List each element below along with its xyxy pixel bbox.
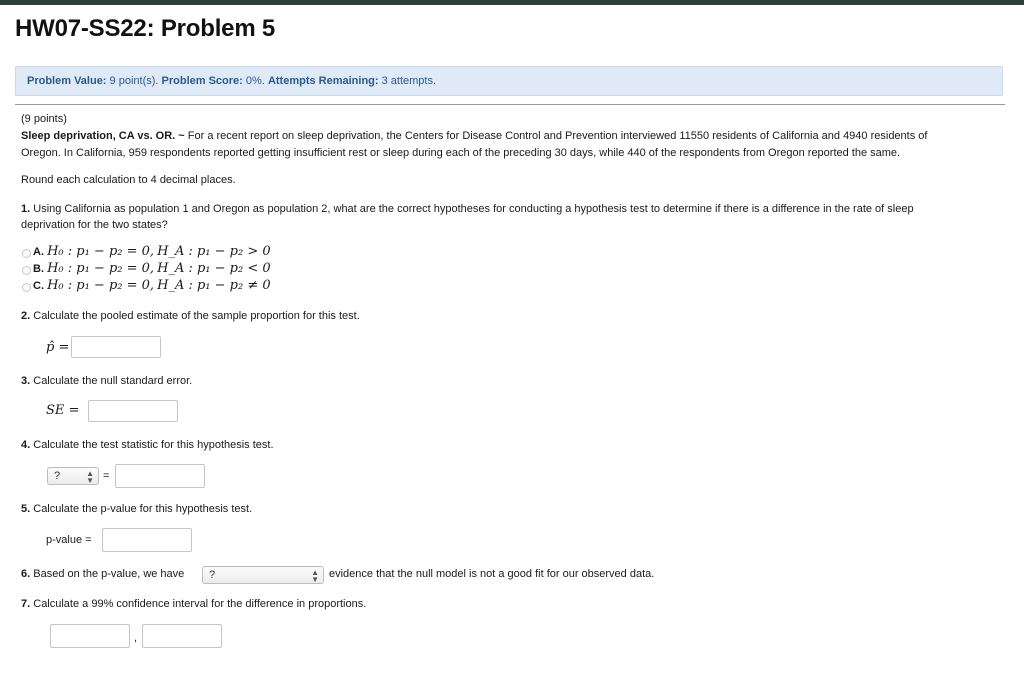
question-1-text-line-2: deprivation for the two states? bbox=[21, 219, 168, 231]
page-title: HW07-SS22: Problem 5 bbox=[15, 15, 276, 42]
question-7 bbox=[21, 596, 366, 612]
evidence-select[interactable] bbox=[202, 566, 324, 584]
question-2 bbox=[21, 308, 360, 324]
question-7-text: Calculate a 99% confidence interval for the difference in proportions. bbox=[30, 598, 367, 610]
option-a-radio[interactable] bbox=[22, 249, 31, 258]
round-note: Round each calculation to 4 decimal places. bbox=[21, 174, 236, 186]
p-value-label: p-value = bbox=[46, 534, 92, 546]
option-c-null: H₀ : p₁ − p₂ = 0, bbox=[47, 278, 155, 293]
problem-intro bbox=[21, 128, 927, 144]
question-3-number: 3. bbox=[21, 375, 31, 387]
option-a-alt: H_A : p₁ − p₂ > 0 bbox=[157, 244, 271, 259]
se-label: SE = bbox=[46, 403, 80, 418]
option-c-alt: H_A : p₁ − p₂ ≠ 0 bbox=[157, 278, 271, 293]
evidence-select-value: ? bbox=[209, 569, 216, 581]
p-value-input[interactable] bbox=[102, 528, 192, 552]
problem-score-label: Problem Score: bbox=[161, 75, 243, 87]
option-b-label[interactable] bbox=[33, 261, 271, 277]
divider bbox=[15, 104, 1005, 105]
question-6-text-before: Based on the p-value, we have bbox=[30, 568, 185, 580]
problem-heading: Sleep deprivation, CA vs. OR. ~ bbox=[21, 130, 185, 142]
question-3-text: Calculate the null standard error. bbox=[30, 375, 193, 387]
problem-intro-line-1: For a recent report on sleep deprivation, the Centers for Disease Control and Prevention interviewed 11550 residents of California and 4940 residents of bbox=[184, 130, 928, 142]
test-statistic-select[interactable] bbox=[47, 467, 99, 485]
ci-lower-input[interactable] bbox=[50, 624, 130, 648]
question-4 bbox=[21, 437, 274, 453]
ci-upper-input[interactable] bbox=[142, 624, 222, 648]
option-b-alt: H_A : p₁ − p₂ < 0 bbox=[157, 261, 271, 276]
question-1-number: 1. bbox=[21, 203, 31, 215]
question-6-text-after: evidence that the null model is not a good fit for our observed data. bbox=[329, 568, 655, 580]
problem-intro-line-2: Oregon. In California, 959 respondents reported getting insufficient rest or sleep during each of the preceding 30 days, while 440 of the respondents from Oregon reported the same. bbox=[21, 147, 901, 159]
option-a-null: H₀ : p₁ − p₂ = 0, bbox=[47, 244, 155, 259]
se-input[interactable] bbox=[88, 400, 178, 422]
p-hat-label: p̂ = bbox=[46, 340, 70, 355]
question-6 bbox=[21, 566, 184, 582]
attempts-remaining: 3 attempts. bbox=[381, 75, 437, 87]
option-c-letter: C. bbox=[33, 280, 44, 292]
question-5-text: Calculate the p-value for this hypothesis test. bbox=[30, 503, 253, 515]
question-4-number: 4. bbox=[21, 439, 31, 451]
question-5 bbox=[21, 501, 252, 517]
points-text: (9 points) bbox=[21, 113, 67, 125]
select-arrows-icon: ▲ ▼ bbox=[311, 568, 319, 584]
option-c-label[interactable] bbox=[33, 278, 271, 294]
problem-value: 9 point(s). bbox=[109, 75, 159, 87]
ci-separator: , bbox=[134, 632, 138, 644]
question-7-number: 7. bbox=[21, 598, 31, 610]
question-3 bbox=[21, 373, 192, 389]
option-a-letter: A. bbox=[33, 246, 44, 258]
option-b-radio[interactable] bbox=[22, 266, 31, 275]
test-statistic-select-value: ? bbox=[54, 470, 61, 482]
attempts-remaining-label: Attempts Remaining: bbox=[267, 75, 379, 87]
option-b-letter: B. bbox=[33, 263, 44, 275]
question-1-text-line-1: Using California as population 1 and Oregon as population 2, what are the correct hypotheses for conducting a hypothesis test to determine if there is a difference in the rate of sleep bbox=[30, 203, 914, 215]
problem-score: 0%. bbox=[245, 75, 265, 87]
p-hat-input[interactable] bbox=[71, 336, 161, 358]
question-4-text: Calculate the test statistic for this hypothesis test. bbox=[30, 439, 274, 451]
question-6-number: 6. bbox=[21, 568, 31, 580]
test-statistic-equals: = bbox=[103, 470, 110, 482]
problem-value-label: Problem Value: bbox=[27, 75, 107, 87]
question-2-number: 2. bbox=[21, 310, 31, 322]
select-arrows-icon: ▲ ▼ bbox=[86, 469, 94, 485]
option-c-radio[interactable] bbox=[22, 283, 31, 292]
test-statistic-input[interactable] bbox=[115, 464, 205, 488]
problem-info-box bbox=[15, 66, 1003, 96]
question-2-text: Calculate the pooled estimate of the sample proportion for this test. bbox=[30, 310, 360, 322]
option-a-label[interactable] bbox=[33, 244, 271, 260]
question-1 bbox=[21, 201, 914, 217]
question-5-number: 5. bbox=[21, 503, 31, 515]
option-b-null: H₀ : p₁ − p₂ = 0, bbox=[47, 261, 155, 276]
top-bar bbox=[0, 0, 1024, 5]
